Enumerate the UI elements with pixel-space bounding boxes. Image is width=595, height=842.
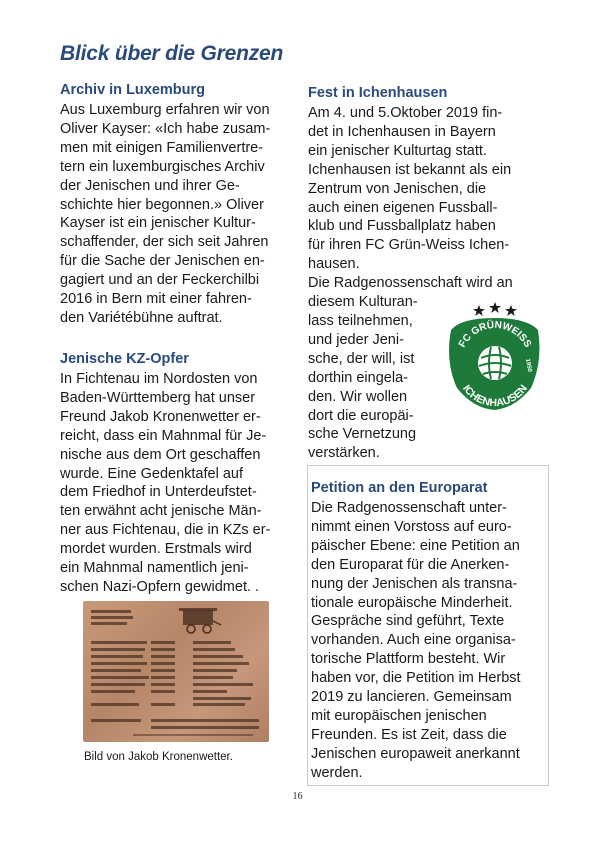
- text-line: 2016 in Bern mit einer fahren-: [60, 291, 252, 308]
- text-line: verstärken.: [308, 445, 380, 462]
- body-luxemburg: [60, 101, 300, 328]
- text-line: schen Nazi-Opfern gewidmet. .: [60, 578, 260, 595]
- text-line: dort die europäi-: [308, 407, 414, 424]
- text-line: nimmt einen Vorstoss auf euro-: [311, 518, 512, 535]
- text-line: der Jenischen und ihrer Ge-: [60, 177, 240, 194]
- article-luxemburg: [60, 82, 300, 328]
- body-petition: [311, 499, 551, 783]
- page-number: 16: [292, 791, 303, 802]
- logo-top-text: FC GRÜNWEISS: [456, 319, 534, 350]
- heading-fest: Fest in Ichenhausen: [308, 85, 448, 101]
- text-line: Aus Luxemburg erfahren wir von: [60, 102, 270, 118]
- text-line: schaffender, der sich seit Jahren: [60, 234, 269, 251]
- article-kz-opfer: [60, 351, 300, 597]
- text-line: Die Radgenossenschaft unter-: [311, 500, 507, 516]
- article-petition: [311, 480, 551, 783]
- text-line: lass teilnehmen,: [308, 312, 413, 329]
- text-line: auch einen eigenen Fussball-: [308, 199, 498, 216]
- text-line: torische Plattform besteht. Wir: [311, 651, 506, 668]
- text-line: haben vor, die Petition im Herbst: [311, 670, 521, 687]
- heading-kz-opfer: Jenische KZ-Opfer: [60, 351, 189, 367]
- text-line: ten erwähnt acht jenische Män-: [60, 503, 262, 520]
- page-title: Blick über die Grenzen: [60, 42, 284, 65]
- text-line: dem Friedhof in Unterdeufstet-: [60, 484, 257, 501]
- text-line: reicht, dass ein Mahnmal für Je-: [60, 427, 267, 444]
- text-line: vorhanden. Auch eine organisa-: [311, 632, 516, 649]
- photo-caption: Bild von Jakob Kronenwetter.: [84, 751, 233, 763]
- stars-icon: [473, 302, 517, 316]
- text-line: Ichenhausen ist bekannt als ein: [308, 161, 512, 178]
- body-fest: [308, 104, 548, 293]
- text-line: und jeder Jeni-: [308, 331, 404, 348]
- text-line: wurde. Eine Gedenktafel auf: [60, 465, 243, 482]
- text-line: ner aus Fichtenau, die in KZs er-: [60, 522, 271, 539]
- text-line: schichte hier begonnen.» Oliver: [60, 196, 264, 213]
- text-line: päischer Ebene: eine Petition an: [311, 537, 520, 554]
- text-line: mit europäischen jenischen: [311, 707, 487, 724]
- text-line: In Fichtenau im Nordosten von: [60, 371, 258, 387]
- text-line: Jenischen europaweit anerkannt: [311, 745, 520, 762]
- text-line: klub und Fussballplatz haben: [308, 218, 496, 235]
- text-line: ein jenischer Kulturtag statt.: [308, 142, 487, 159]
- fc-gruenweiss-ichenhausen-logo: [443, 300, 546, 412]
- text-line: det in Ichenhausen in Bayern: [308, 123, 496, 140]
- text-line: sche Vernetzung: [308, 426, 417, 443]
- memorial-plaque-photo: [83, 601, 269, 742]
- text-line: tionale europäische Minderheit.: [311, 594, 513, 611]
- text-line: Zentrum von Jenischen, die: [308, 180, 487, 197]
- text-line: mordet wurden. Erstmals wird: [60, 541, 252, 558]
- text-line: Die Radgenossenschaft wird an: [308, 275, 513, 292]
- text-line: für ihren FC Grün-Weiss Ichen-: [308, 237, 510, 254]
- text-line: Gespräche sind geführt, Texte: [311, 613, 505, 630]
- text-line: werden.: [311, 764, 363, 781]
- text-line: Oliver Kayser: «Ich habe zusam-: [60, 120, 271, 137]
- text-line: ein Mahnmal namentlich jeni-: [60, 560, 249, 577]
- text-line: hausen.: [308, 256, 360, 273]
- text-line: dorthin eingela-: [308, 369, 408, 386]
- text-line: diesem Kulturan-: [308, 294, 418, 311]
- body-fest-wrap: [308, 293, 440, 463]
- text-line: für die Sache der Jenischen en-: [60, 253, 265, 270]
- text-line: gagiert und an der Feckerchilbi: [60, 272, 260, 289]
- text-line: Freund Jakob Kronenwetter er-: [60, 408, 261, 425]
- text-line: 2019 zu lancieren. Gemeinsam: [311, 689, 512, 706]
- heading-luxemburg: Archiv in Luxemburg: [60, 82, 206, 98]
- body-kz-opfer: [60, 370, 300, 597]
- text-line: Kayser ist ein jenischer Kultur-: [60, 215, 256, 232]
- text-line: den. Wir wollen: [308, 388, 408, 405]
- text-line: den Variétébühne auftrat.: [60, 309, 223, 326]
- text-line: nische aus dem Ort geschaffen: [60, 446, 261, 463]
- logo-year: 1950: [524, 358, 533, 373]
- text-line: men mit einigen Familienvertre-: [60, 139, 264, 156]
- text-line: den Europarat für die Anerken-: [311, 556, 510, 573]
- text-line: sche, der will, ist: [308, 350, 415, 367]
- logo-bottom-text: ICHENHAUSEN: [460, 382, 530, 410]
- heading-petition: Petition an den Europarat: [311, 480, 488, 496]
- text-line: Am 4. und 5.Oktober 2019 fin-: [308, 105, 503, 121]
- text-line: Freunden. Es ist Zeit, dass die: [311, 726, 507, 743]
- text-line: Baden-Württemberg hat unser: [60, 389, 256, 406]
- text-line: nung der Jenischen als transna-: [311, 575, 518, 592]
- caravan-icon: [175, 607, 223, 635]
- text-line: tern ein luxemburgisches Archiv: [60, 158, 265, 175]
